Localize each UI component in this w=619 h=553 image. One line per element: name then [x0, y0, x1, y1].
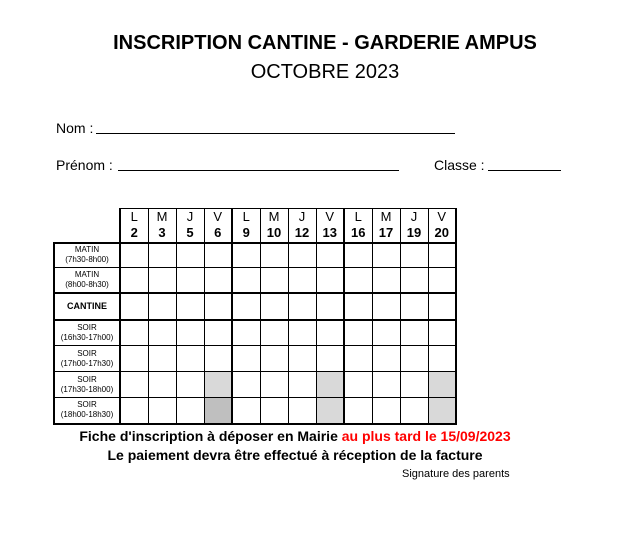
row-soir-1	[54, 320, 456, 346]
unavailable-cell	[316, 372, 344, 398]
checkbox-cell[interactable]	[316, 346, 344, 372]
row-cantine	[54, 293, 456, 320]
checkbox-cell[interactable]	[372, 293, 400, 320]
checkbox-cell[interactable]	[344, 398, 372, 424]
unavailable-cell	[428, 398, 456, 424]
unavailable-cell	[428, 372, 456, 398]
checkbox-cell[interactable]	[120, 268, 148, 293]
unavailable-cell	[204, 398, 232, 424]
checkbox-cell[interactable]	[148, 293, 176, 320]
row-label: MATIN (7h30-8h00)	[54, 243, 120, 268]
page-title: INSCRIPTION CANTINE - GARDERIE AMPUS	[113, 32, 537, 54]
checkbox-cell[interactable]	[428, 268, 456, 293]
prenom-label: Prénom :	[56, 157, 113, 173]
nom-label: Nom :	[56, 120, 94, 136]
checkbox-cell[interactable]	[232, 372, 260, 398]
checkbox-cell[interactable]	[176, 398, 204, 424]
deadline-notice	[0, 428, 590, 444]
checkbox-cell[interactable]	[428, 320, 456, 346]
row-label: SOIR (17h30-18h00)	[54, 372, 120, 398]
day-header: M 10	[260, 209, 288, 243]
checkbox-cell[interactable]	[148, 268, 176, 293]
row-label: SOIR (18h00-18h30)	[54, 398, 120, 424]
checkbox-cell[interactable]	[260, 398, 288, 424]
checkbox-cell[interactable]	[372, 372, 400, 398]
checkbox-cell[interactable]	[400, 268, 428, 293]
checkbox-cell[interactable]	[400, 293, 428, 320]
checkbox-cell[interactable]	[204, 243, 232, 268]
checkbox-cell[interactable]	[288, 320, 316, 346]
checkbox-cell[interactable]	[176, 293, 204, 320]
checkbox-cell[interactable]	[288, 398, 316, 424]
checkbox-cell[interactable]	[204, 268, 232, 293]
day-header: M 17	[372, 209, 400, 243]
checkbox-cell[interactable]	[148, 320, 176, 346]
unavailable-cell	[316, 398, 344, 424]
checkbox-cell[interactable]	[288, 293, 316, 320]
day-header: V 6	[204, 209, 232, 243]
checkbox-cell[interactable]	[176, 320, 204, 346]
signature-label: Signature des parents	[402, 468, 510, 480]
corner-blank	[54, 209, 120, 243]
deadline-notice-text: Fiche d'inscription à déposer en Mairie	[79, 428, 342, 444]
checkbox-cell[interactable]	[372, 243, 400, 268]
checkbox-cell[interactable]	[176, 346, 204, 372]
checkbox-cell[interactable]	[120, 398, 148, 424]
checkbox-cell[interactable]	[260, 293, 288, 320]
day-header: J 19	[400, 209, 428, 243]
row-label: SOIR (16h30-17h00)	[54, 320, 120, 346]
deadline-date: au plus tard le 15/09/2023	[341, 428, 511, 444]
row-matin-2	[54, 268, 456, 293]
checkbox-cell[interactable]	[148, 346, 176, 372]
checkbox-cell[interactable]	[344, 346, 372, 372]
checkbox-cell[interactable]	[148, 372, 176, 398]
checkbox-cell[interactable]	[288, 243, 316, 268]
checkbox-cell[interactable]	[400, 346, 428, 372]
checkbox-cell[interactable]	[372, 398, 400, 424]
checkbox-cell[interactable]	[176, 372, 204, 398]
checkbox-cell[interactable]	[204, 346, 232, 372]
day-header: V 20	[428, 209, 456, 243]
checkbox-cell[interactable]	[204, 293, 232, 320]
checkbox-cell[interactable]	[148, 243, 176, 268]
row-soir-4	[54, 398, 456, 424]
classe-label: Classe :	[434, 157, 485, 173]
day-header: V 13	[316, 209, 344, 243]
row-soir-2	[54, 346, 456, 372]
checkbox-cell[interactable]	[344, 320, 372, 346]
checkbox-cell[interactable]	[316, 293, 344, 320]
checkbox-cell[interactable]	[232, 293, 260, 320]
checkbox-cell[interactable]	[344, 268, 372, 293]
checkbox-cell[interactable]	[120, 372, 148, 398]
checkbox-cell[interactable]	[372, 320, 400, 346]
row-label: SOIR (17h00-17h30)	[54, 346, 120, 372]
checkbox-cell[interactable]	[232, 243, 260, 268]
row-soir-3	[54, 372, 456, 398]
checkbox-cell[interactable]	[316, 243, 344, 268]
day-header-row	[54, 209, 456, 243]
checkbox-cell[interactable]	[344, 372, 372, 398]
registration-grid	[53, 208, 457, 425]
checkbox-cell[interactable]	[344, 243, 372, 268]
checkbox-cell[interactable]	[120, 346, 148, 372]
checkbox-cell[interactable]	[260, 268, 288, 293]
checkbox-cell[interactable]	[372, 346, 400, 372]
checkbox-cell[interactable]	[400, 320, 428, 346]
checkbox-cell[interactable]	[176, 243, 204, 268]
checkbox-cell[interactable]	[372, 268, 400, 293]
checkbox-cell[interactable]	[260, 320, 288, 346]
checkbox-cell[interactable]	[400, 372, 428, 398]
payment-notice: Le paiement devra être effectué à réception de la facture	[107, 447, 483, 463]
day-header: L 9	[232, 209, 260, 243]
unavailable-cell	[204, 372, 232, 398]
checkbox-cell[interactable]	[288, 372, 316, 398]
day-header: L 16	[344, 209, 372, 243]
checkbox-cell[interactable]	[204, 320, 232, 346]
day-header: M 3	[148, 209, 176, 243]
checkbox-cell[interactable]	[120, 320, 148, 346]
checkbox-cell[interactable]	[428, 293, 456, 320]
checkbox-cell[interactable]	[232, 398, 260, 424]
checkbox-cell[interactable]	[148, 398, 176, 424]
day-header: J 12	[288, 209, 316, 243]
day-header: L 2	[120, 209, 148, 243]
checkbox-cell[interactable]	[120, 243, 148, 268]
checkbox-cell[interactable]	[316, 268, 344, 293]
checkbox-cell[interactable]	[400, 398, 428, 424]
checkbox-cell[interactable]	[232, 320, 260, 346]
day-header: J 5	[176, 209, 204, 243]
checkbox-cell[interactable]	[428, 243, 456, 268]
classe-field[interactable]	[488, 170, 561, 171]
nom-field[interactable]	[96, 133, 455, 134]
checkbox-cell[interactable]	[400, 243, 428, 268]
page-subtitle: OCTOBRE 2023	[250, 61, 400, 83]
checkbox-cell[interactable]	[120, 293, 148, 320]
row-matin-1	[54, 243, 456, 268]
checkbox-cell[interactable]	[260, 346, 288, 372]
checkbox-cell[interactable]	[428, 346, 456, 372]
checkbox-cell[interactable]	[316, 320, 344, 346]
row-label: CANTINE	[54, 293, 120, 320]
checkbox-cell[interactable]	[232, 346, 260, 372]
checkbox-cell[interactable]	[260, 243, 288, 268]
checkbox-cell[interactable]	[288, 268, 316, 293]
checkbox-cell[interactable]	[260, 372, 288, 398]
checkbox-cell[interactable]	[232, 268, 260, 293]
checkbox-cell[interactable]	[176, 268, 204, 293]
checkbox-cell[interactable]	[344, 293, 372, 320]
checkbox-cell[interactable]	[288, 346, 316, 372]
prenom-field[interactable]	[118, 170, 399, 171]
row-label: MATIN (8h00-8h30)	[54, 268, 120, 293]
